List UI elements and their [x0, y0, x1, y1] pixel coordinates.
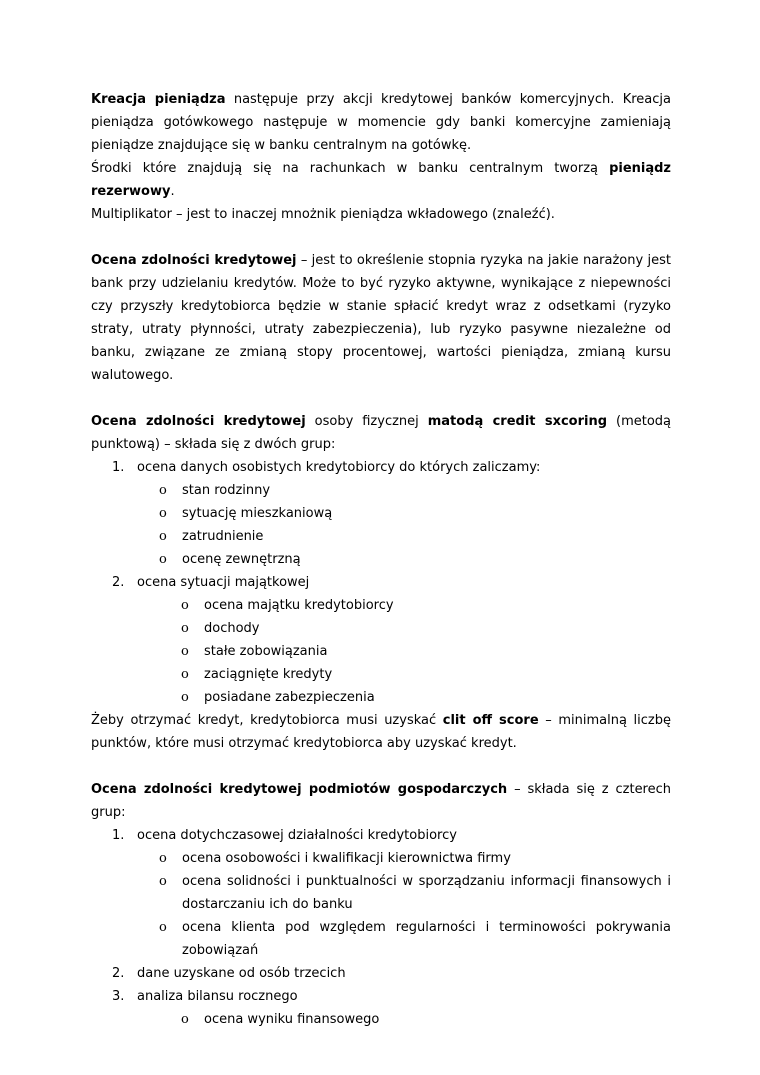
- paragraph-text: (metodą punktową) – składa się z dwóch grup:: [91, 414, 671, 452]
- sub-list-item: [91, 525, 671, 548]
- paragraph-cutoff-score: [91, 709, 671, 755]
- list-item: [91, 824, 671, 847]
- spacer: [91, 226, 671, 249]
- paragraph-multiplier: Multiplikator – jest to inaczej mnożnik pieniądza wkładowego (znaleźć).: [91, 207, 555, 222]
- sub-list-item-label: zaciągnięte kredyty: [204, 667, 333, 682]
- spacer: [91, 755, 671, 778]
- paragraph-credit-scoring: [91, 410, 671, 456]
- bullet-icon: o: [181, 621, 189, 636]
- sub-list-item-label: sytuację mieszkaniową: [182, 506, 333, 521]
- bullet-icon: o: [159, 552, 167, 567]
- bullet-icon: o: [159, 506, 167, 521]
- list-item: [91, 985, 671, 1008]
- list-item: [91, 456, 671, 479]
- list-item-label: ocena danych osobistych kredytobiorcy do których zaliczamy:: [137, 460, 541, 475]
- sub-list-item: [91, 870, 671, 916]
- paragraph-text: – jest to określenie stopnia ryzyka na jakie narażony jest bank przy udzielaniu kredytów. Może to być ryzyko aktywne, wynikające z niepewności czy przyszły kredytobiorca będzie w stanie spłacić kredyt wraz z odsetkami (ryzyko straty, utraty płynności, utraty zabezpieczenia), lub ryzyko pasywne niezależne od banku, związane ze zmianą stopy procentowej, wartości pieniądza, zmianą kursu walutowego.: [91, 253, 671, 383]
- bullet-icon: o: [181, 667, 189, 682]
- sub-list-item: [91, 479, 671, 502]
- list-number: 3.: [112, 989, 125, 1004]
- bullet-icon: o: [159, 529, 167, 544]
- paragraph-text: Żeby otrzymać kredyt, kredytobiorca musi uzyskać: [91, 713, 443, 728]
- paragraph-text: następuje przy akcji kredytowej banków komercyjnych. Kreacja pieniądza gotówkowego następuje w momencie gdy banki komercyjne zamieniają pieniądze znajdujące się w banku centralnym na gotówkę.: [91, 92, 671, 153]
- sub-list-item-label: ocena wyniku finansowego: [204, 1012, 380, 1027]
- list-item-label: ocena dotychczasowej działalności kredytobiorcy: [137, 828, 457, 843]
- paragraph-money-creation: [91, 88, 671, 157]
- sub-list-item: [91, 663, 671, 686]
- list-number: 1.: [112, 828, 125, 843]
- bullet-icon: o: [181, 1012, 189, 1027]
- spacer: [91, 387, 671, 410]
- sub-list-item: [91, 502, 671, 525]
- sub-list-item-label: dochody: [204, 621, 260, 636]
- sub-list-item-label: ocena osobowości i kwalifikacji kierownictwa firmy: [182, 851, 511, 866]
- list-item-label: dane uzyskane od osób trzecich: [137, 966, 346, 981]
- list-item: [91, 962, 671, 985]
- sub-list-item-label: stałe zobowiązania: [204, 644, 328, 659]
- sub-list-item: [91, 548, 671, 571]
- list-item: [91, 571, 671, 594]
- term-cutoff-score: clit off score: [442, 713, 539, 728]
- bullet-icon: o: [159, 874, 167, 889]
- sub-list-item-label: stan rodzinny: [182, 483, 271, 498]
- paragraph-text: – minimalną liczbę punktów, które musi otrzymać kredytobiorca aby uzyskać kredyt.: [91, 713, 671, 751]
- term-credit-assessment: Ocena zdolności kredytowej: [91, 253, 297, 268]
- sub-list-item: [91, 594, 671, 617]
- sub-list-item: [91, 916, 671, 962]
- paragraph-text: osoby fizycznej: [305, 414, 428, 429]
- list-number: 2.: [112, 966, 125, 981]
- paragraph-text: .: [170, 184, 175, 199]
- term-business-assessment: Ocena zdolności kredytowej podmiotów gospodarczych: [91, 782, 508, 797]
- bullet-icon: o: [181, 644, 189, 659]
- sub-list-item-label: ocena solidności i punktualności w sporządzaniu informacji finansowych i dostarczaniu ich do banku: [182, 874, 671, 912]
- sub-list-item-label: ocena klienta pod względem regularności i terminowości pokrywania zobowiązań: [182, 920, 671, 958]
- paragraph-reserve-money: [91, 157, 671, 203]
- sub-list-item: [91, 640, 671, 663]
- sub-list-item-label: posiadane zabezpieczenia: [204, 690, 375, 705]
- term-reserve-money: pieniądz rezerwowy: [91, 161, 671, 199]
- paragraph-text: – składa się z czterech grup:: [91, 782, 672, 820]
- bullet-icon: o: [159, 851, 167, 866]
- sub-list-item-label: zatrudnienie: [182, 529, 264, 544]
- paragraph-text: Środki które znajdują się na rachunkach w banku centralnym tworzą: [91, 161, 610, 176]
- list-item-label: ocena sytuacji majątkowej: [137, 575, 310, 590]
- paragraph-business-assessment: [91, 778, 671, 824]
- term-money-creation: Kreacja pieniądza: [91, 92, 226, 107]
- sub-list-item-label: ocenę zewnętrzną: [182, 552, 301, 567]
- bullet-icon: o: [181, 690, 189, 705]
- term-credit-assessment: Ocena zdolności kredytowej: [91, 414, 306, 429]
- list-number: 2.: [112, 575, 125, 590]
- paragraph-credit-assessment: [91, 249, 671, 387]
- bullet-icon: o: [159, 483, 167, 498]
- bullet-icon: o: [181, 598, 189, 613]
- term-credit-scoring: matodą credit sxcoring: [427, 414, 608, 429]
- list-item-label: analiza bilansu rocznego: [137, 989, 298, 1004]
- sub-list-item: [91, 1008, 671, 1031]
- sub-list-item: [91, 617, 671, 640]
- bullet-icon: o: [159, 920, 167, 935]
- sub-list-item: [91, 847, 671, 870]
- sub-list-item: [91, 686, 671, 709]
- list-number: 1.: [112, 460, 125, 475]
- document-body: [91, 88, 671, 1031]
- sub-list-item-label: ocena majątku kredytobiorcy: [204, 598, 394, 613]
